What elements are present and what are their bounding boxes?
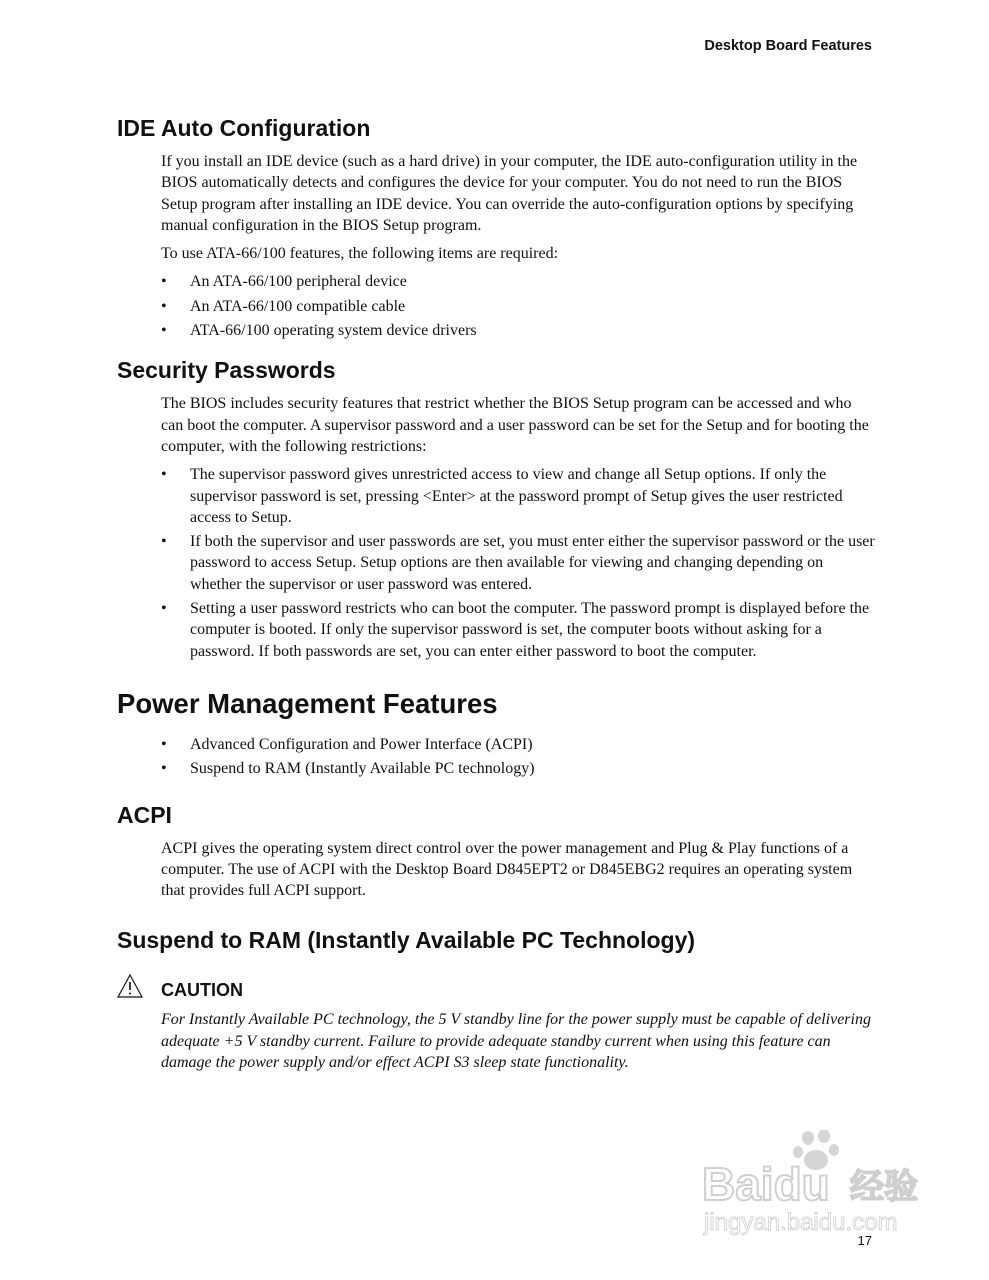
baidu-jingyan-watermark xyxy=(700,1130,940,1240)
paragraph: The BIOS includes security features that restrict whether the BIOS Setup program can be accessed and who can boot the computer. A supervisor password and a user password can be set for the Setup and for booting the computer, with the following restrictions: xyxy=(161,395,869,455)
page-number: 17 xyxy=(857,1233,872,1248)
section-suspend-to-ram xyxy=(117,927,877,1073)
caution-box xyxy=(117,980,877,1073)
section-heading: IDE Auto Configuration xyxy=(117,115,371,141)
section-body xyxy=(161,838,877,902)
section-heading: ACPI xyxy=(117,801,172,828)
chapter-heading: Power Management Features xyxy=(117,687,498,719)
bullet-icon: • xyxy=(161,273,167,291)
section-body xyxy=(161,151,877,341)
list-item-text: Suspend to RAM (Instantly Available PC technology) xyxy=(190,760,535,778)
caution-title: CAUTION xyxy=(161,980,243,1001)
paragraph: ACPI gives the operating system direct control over the power management and Plug & Play functions of a computer. The use of ACPI with the Desktop Board D845EPT2 or D845EBG2 requires an operating system that provides full ACPI support. xyxy=(161,839,853,900)
bullet-icon: • xyxy=(161,600,167,618)
section-body xyxy=(161,393,877,662)
list-item xyxy=(161,758,877,779)
list-item-text: An ATA-66/100 peripheral device xyxy=(190,273,407,291)
list-item xyxy=(161,598,877,662)
section-security-passwords xyxy=(117,357,877,662)
list-item xyxy=(161,296,877,317)
list-item xyxy=(161,734,877,755)
paragraph: To use ATA-66/100 features, the following items are required: xyxy=(161,245,559,263)
page-content xyxy=(117,115,877,1073)
section-heading: Security Passwords xyxy=(117,357,336,384)
bullet-icon: • xyxy=(161,533,167,551)
watermark-brand-cn: 经验 xyxy=(850,1167,918,1207)
bullet-list xyxy=(161,271,877,341)
bullet-list xyxy=(161,734,877,780)
paragraph: If you install an IDE device (such as a hard drive) in your computer, the IDE auto-configuration utility in the BIOS automatically detects and configures the device for your computer. You do not need to run the BIOS Setup program after installing an IDE device. You can override the auto-configuration options by specifying manual configuration in the BIOS Setup program. xyxy=(161,153,858,234)
section-acpi xyxy=(117,802,877,902)
section-body xyxy=(161,734,877,780)
section-heading: Suspend to RAM (Instantly Available PC Technology) xyxy=(117,927,696,954)
bullet-icon: • xyxy=(161,466,167,484)
watermark-brand: Baidu xyxy=(702,1158,830,1210)
section-ide-auto-configuration xyxy=(117,115,877,341)
running-header: Desktop Board Features xyxy=(704,38,872,54)
list-item-text: Advanced Configuration and Power Interface (ACPI) xyxy=(190,735,533,753)
list-item-text: An ATA-66/100 compatible cable xyxy=(190,297,406,315)
warning-triangle-icon xyxy=(117,974,143,998)
bullet-list xyxy=(161,464,877,662)
bullet-icon: • xyxy=(161,322,167,340)
bullet-icon: • xyxy=(161,297,167,315)
list-item-text: Setting a user password restricts who can boot the computer. The password prompt is displayed before the computer is booted. If only the supervisor password is set, the computer boots without asking for a password. If both passwords are set, you can enter either password to boot the computer. xyxy=(190,600,870,660)
caution-text: For Instantly Available PC technology, the 5 V standby line for the power supply must be capable of delivering adequate +5 V standby current. Failure to provide adequate standby current when using this feature can damage the power supply and/or effect ACPI S3 sleep state functionality. xyxy=(161,1011,871,1072)
list-item-text: If both the supervisor and user passwords are set, you must enter either the supervisor password or the user password to access Setup. Setup options are then available for viewing and changing depending on whether the supervisor or user password was entered. xyxy=(190,533,875,593)
bullet-icon: • xyxy=(161,735,167,753)
watermark-url: jingyan.baidu.com xyxy=(704,1209,898,1236)
list-item-text: The supervisor password gives unrestricted access to view and change all Setup options. If only the supervisor password is set, pressing <Enter> at the password prompt of Setup gives the user restricted access to Setup. xyxy=(190,466,843,526)
list-item xyxy=(161,320,877,341)
bullet-icon: • xyxy=(161,760,167,778)
list-item-text: ATA-66/100 operating system device drivers xyxy=(190,322,477,340)
list-item xyxy=(161,464,877,528)
list-item xyxy=(161,531,877,595)
list-item xyxy=(161,271,877,292)
